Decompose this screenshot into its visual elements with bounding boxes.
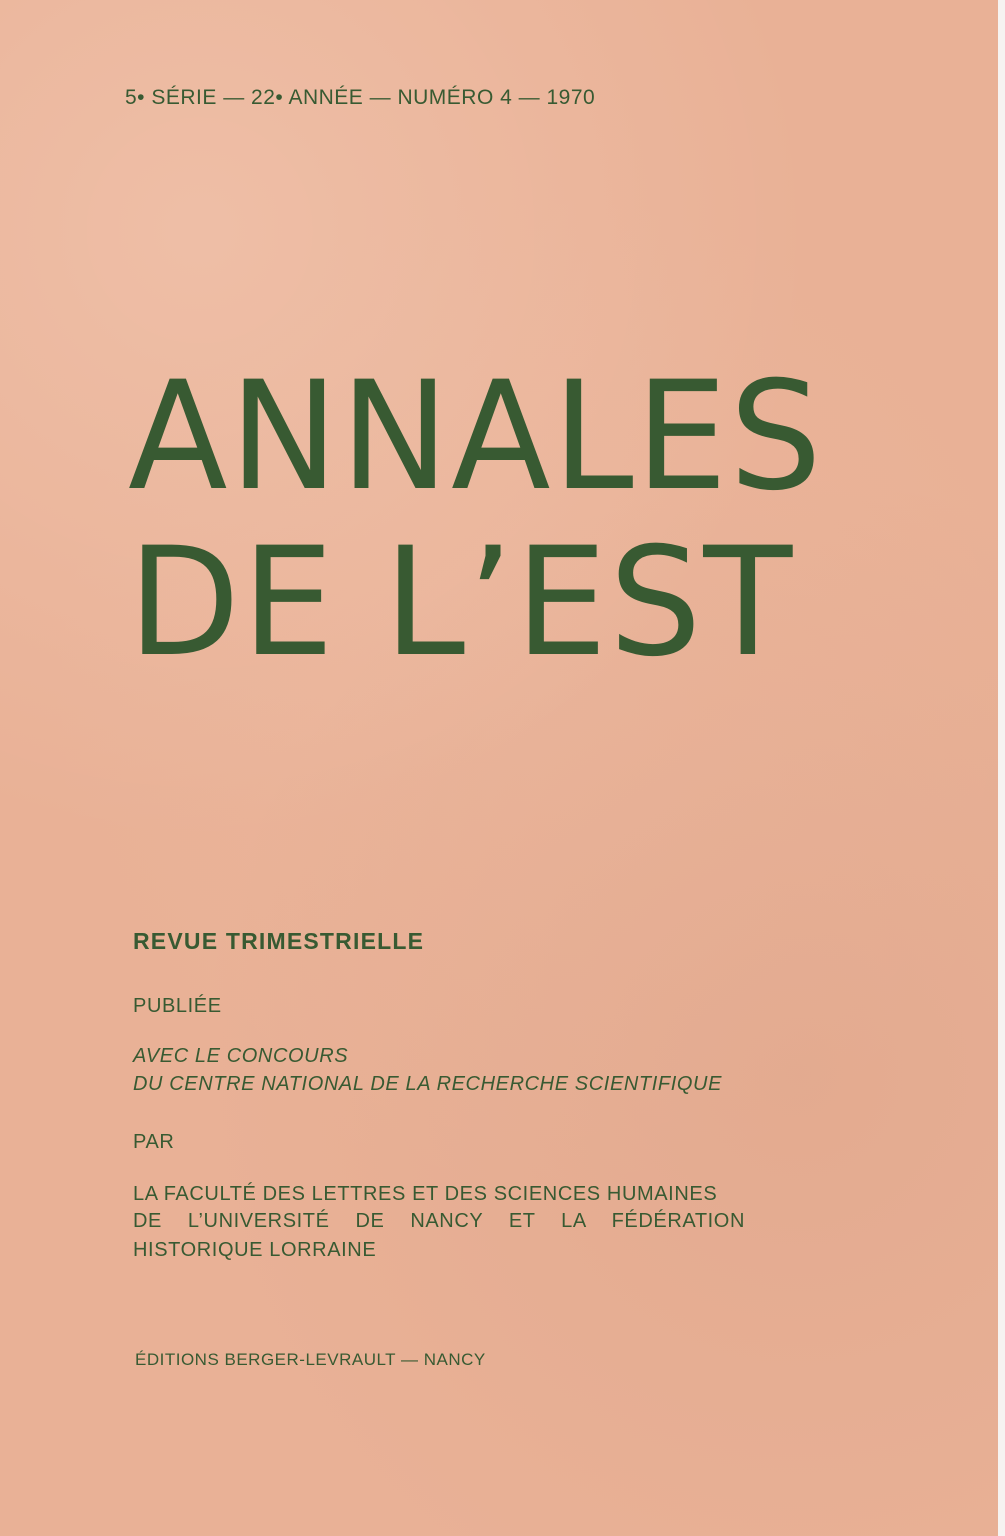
faculty-line-3: HISTORIQUE LORRAINE (133, 1239, 377, 1261)
journal-title-line-1: ANNALES (128, 350, 824, 524)
page-edge (998, 0, 1005, 1536)
concours-line-2: DU CENTRE NATIONAL DE LA RECHERCHE SCIENTIFIQUE (133, 1073, 723, 1095)
faculty-line-2: DE L’UNIVERSITÉ DE NANCY ET LA FÉDÉRATION (133, 1210, 745, 1232)
journal-subtitle: REVUE TRIMESTRIELLE (133, 928, 425, 954)
series-issue-line: 5• SÉRIE — 22• ANNÉE — NUMÉRO 4 — 1970 (125, 86, 596, 109)
concours-line-1: AVEC LE CONCOURS (133, 1045, 349, 1067)
publisher-line: ÉDITIONS BERGER-LEVRAULT — NANCY (135, 1350, 486, 1369)
journal-title-line-2: DE L’EST (128, 516, 795, 690)
by-label: PAR (133, 1131, 175, 1153)
faculty-line-1: LA FACULTÉ DES LETTRES ET DES SCIENCES HUMAINES (133, 1183, 718, 1205)
published-label: PUBLIÉE (133, 995, 222, 1017)
